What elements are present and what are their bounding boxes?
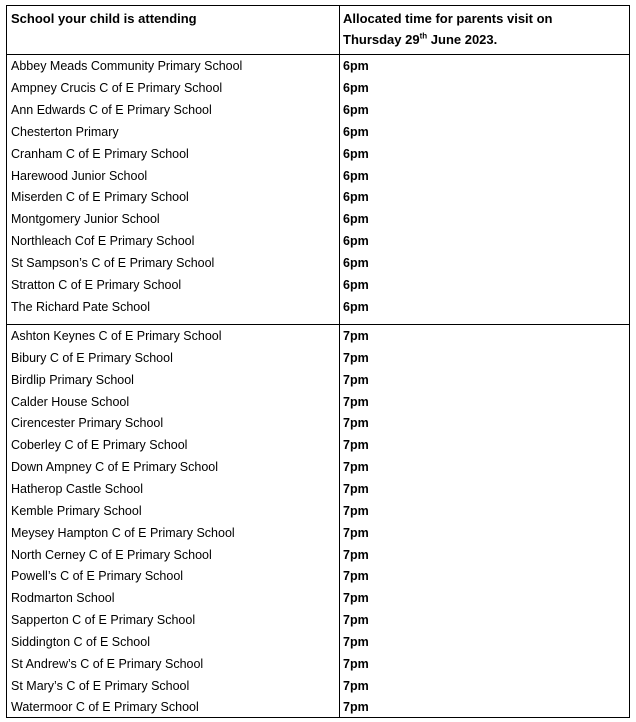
school-name: Birdlip Primary School: [11, 372, 134, 387]
visit-time: 7pm: [343, 481, 369, 496]
school-name: Bibury C of E Primary School: [11, 350, 173, 365]
school-name: Down Ampney C of E Primary School: [11, 460, 219, 475]
school-name: Cranham C of E Primary School: [11, 146, 189, 161]
school-name: Watermoor C of E Primary School: [11, 700, 199, 715]
group-divider: [7, 324, 629, 325]
visit-time: 6pm: [343, 124, 369, 139]
school-name: Hatherop Castle School: [11, 481, 144, 496]
school-name: St Andrew’s C of E Primary School: [11, 656, 204, 671]
school-name: Montgomery Junior School: [11, 212, 160, 227]
visit-time: 7pm: [343, 678, 369, 693]
school-name: Abbey Meads Community Primary School: [11, 59, 243, 73]
school-name: Northleach Cof E Primary School: [11, 234, 195, 249]
school-name: Powell’s C of E Primary School: [11, 569, 184, 584]
visit-time: 7pm: [343, 350, 369, 365]
visit-time: 7pm: [343, 634, 369, 649]
school-name: Sapperton C of E Primary School: [11, 613, 196, 628]
school-name: Harewood Junior School: [11, 168, 148, 183]
header-time-line2: Thursday 29th June 2023.: [343, 31, 498, 47]
visit-time: 7pm: [343, 503, 369, 518]
school-name: St Sampson’s C of E Primary School: [11, 256, 215, 271]
school-name: Ampney Crucis C of E Primary School: [11, 80, 223, 95]
visit-time: 7pm: [343, 700, 369, 715]
visit-time: 6pm: [343, 212, 369, 227]
visit-time: 7pm: [343, 394, 369, 409]
visit-time: 6pm: [343, 190, 369, 205]
visit-time: 6pm: [343, 256, 369, 271]
school-name: Coberley C of E Primary School: [11, 438, 188, 453]
school-name: Ashton Keynes C of E Primary School: [11, 329, 222, 343]
school-name: Cirencester Primary School: [11, 416, 164, 431]
visit-time: 6pm: [343, 59, 369, 73]
school-name: Stratton C of E Primary School: [11, 278, 182, 292]
visit-time: 7pm: [343, 547, 369, 562]
column-divider: [339, 6, 340, 717]
school-name: The Richard Pate School: [11, 299, 150, 314]
header-divider: [7, 54, 629, 55]
visit-time: 6pm: [343, 168, 369, 183]
visit-time: 7pm: [343, 460, 369, 475]
visit-time: 6pm: [343, 146, 369, 161]
visit-time: 7pm: [343, 329, 369, 343]
school-name: North Cerney C of E Primary School: [11, 547, 212, 562]
visit-time: 7pm: [343, 656, 369, 671]
school-name: Ann Edwards C of E Primary School: [11, 102, 212, 117]
visit-time: 6pm: [343, 80, 369, 95]
visit-time: 7pm: [343, 569, 369, 584]
visit-time: 6pm: [343, 299, 369, 314]
school-name: Kemble Primary School: [11, 503, 142, 518]
visit-time: 7pm: [343, 613, 369, 628]
visit-time: 6pm: [343, 234, 369, 249]
visit-time: 7pm: [343, 525, 369, 540]
school-name: Miserden C of E Primary School: [11, 190, 189, 205]
visit-time: 7pm: [343, 591, 369, 606]
visit-time: 7pm: [343, 372, 369, 387]
header-school: School your child is attending: [11, 11, 197, 26]
school-name: Chesterton Primary: [11, 124, 119, 139]
visit-time: 6pm: [343, 102, 369, 117]
school-times-table: [6, 5, 630, 718]
school-name: Siddington C of E School: [11, 634, 150, 649]
school-name: Rodmarton School: [11, 591, 115, 606]
school-name: Calder House School: [11, 394, 130, 409]
school-name: St Mary’s C of E Primary School: [11, 678, 190, 693]
visit-time: 7pm: [343, 416, 369, 431]
header-time-line1: Allocated time for parents visit on: [343, 11, 553, 26]
visit-time: 6pm: [343, 278, 369, 292]
visit-time: 7pm: [343, 438, 369, 453]
school-name: Meysey Hampton C of E Primary School: [11, 525, 235, 540]
